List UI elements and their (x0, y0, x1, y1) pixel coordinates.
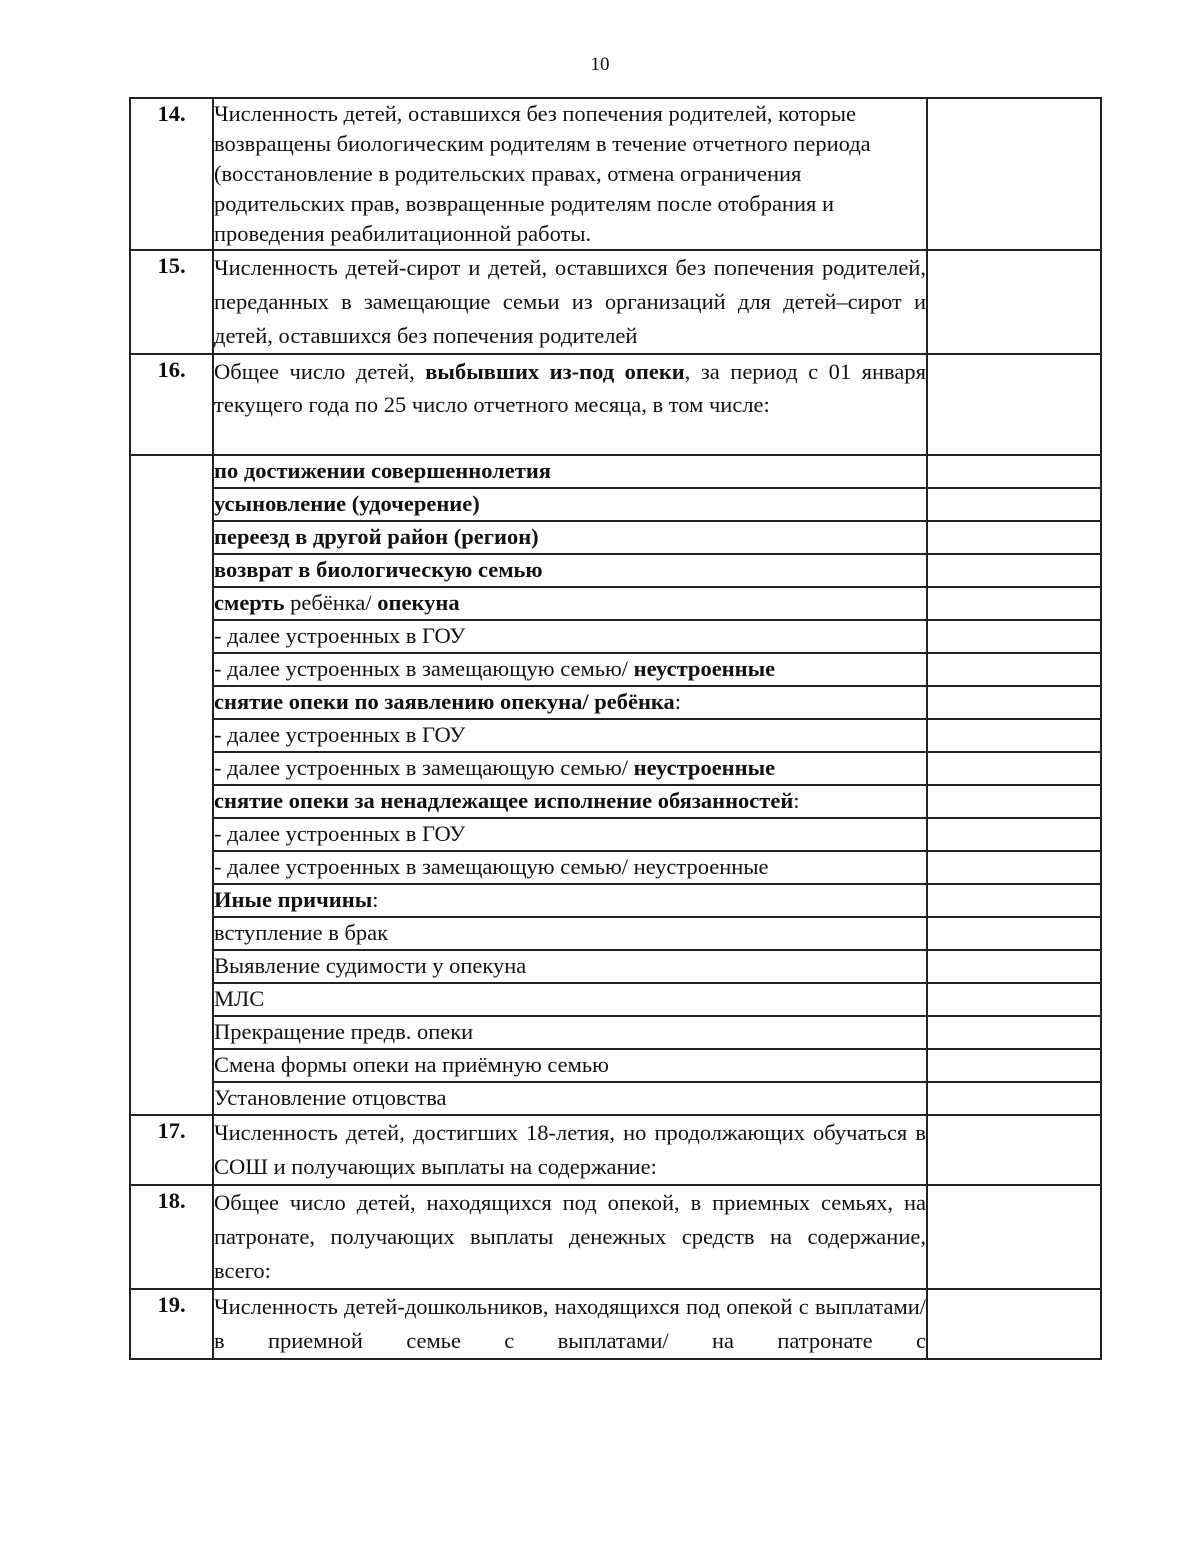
sub-row (130, 455, 1101, 488)
row-number: 19. (130, 1289, 213, 1359)
sub-row-label: - далее устроенных в ГОУ (213, 620, 927, 653)
value-cell[interactable] (927, 554, 1101, 587)
sub-row (130, 554, 1101, 587)
value-cell[interactable] (927, 917, 1101, 950)
table-row-16 (130, 354, 1101, 455)
sub-row (130, 983, 1101, 1016)
table-row-17 (130, 1115, 1101, 1185)
value-cell[interactable] (927, 752, 1101, 785)
sub-row-label: Иные причины: (213, 884, 927, 917)
row-number: 14. (130, 98, 213, 250)
value-cell[interactable] (927, 653, 1101, 686)
sub-row-label: смерть ребёнка/ опекуна (213, 587, 927, 620)
sub-row-label: переезд в другой район (регион) (213, 521, 927, 554)
value-cell[interactable] (927, 818, 1101, 851)
value-cell[interactable] (927, 719, 1101, 752)
sub-row (130, 884, 1101, 917)
sub-row-label: снятие опеки по заявлению опекуна/ ребёнка: (213, 686, 927, 719)
value-cell[interactable] (927, 98, 1101, 250)
table-row-15 (130, 250, 1101, 354)
sub-row-label: - далее устроенных в замещающую семью/ неустроенные (213, 653, 927, 686)
value-cell[interactable] (927, 983, 1101, 1016)
sub-row-label: МЛС (213, 983, 927, 1016)
sub-row-label: возврат в биологическую семью (213, 554, 927, 587)
value-cell[interactable] (927, 785, 1101, 818)
sub-row (130, 818, 1101, 851)
sub-row-label: - далее устроенных в замещающую семью/ неустроенные (213, 851, 927, 884)
sub-row-label: Выявление судимости у опекуна (213, 950, 927, 983)
report-table (129, 97, 1102, 1360)
row-number: 16. (130, 354, 213, 455)
value-cell[interactable] (927, 686, 1101, 719)
value-cell[interactable] (927, 354, 1101, 455)
sub-row-label: Прекращение предв. опеки (213, 1016, 927, 1049)
sub-row (130, 719, 1101, 752)
value-cell[interactable] (927, 587, 1101, 620)
sub-row-label: снятие опеки за ненадлежащее исполнение обязанностей: (213, 785, 927, 818)
sub-row (130, 587, 1101, 620)
sub-row (130, 488, 1101, 521)
sub-row (130, 521, 1101, 554)
value-cell[interactable] (927, 1049, 1101, 1082)
value-cell[interactable] (927, 884, 1101, 917)
sub-row (130, 752, 1101, 785)
value-cell[interactable] (927, 521, 1101, 554)
sub-row (130, 1082, 1101, 1115)
row-description-post: , за период с 01 января текущего года по 25 число отчетного месяца, в том числе: (214, 359, 926, 417)
row-description: Численность детей, достигших 18-летия, но продолжающих обучаться в СОШ и получающих выплаты на содержание: (213, 1115, 927, 1185)
row-description-bold: выбывших из-под опеки (425, 359, 685, 384)
row-description: Общее число детей, находящихся под опекой, в приемных семьях, на патронате, получающих выплаты денежных средств на содержание, всего: (213, 1185, 927, 1289)
sub-row (130, 686, 1101, 719)
sub-row-label: усыновление (удочерение) (213, 488, 927, 521)
row-description (213, 354, 927, 455)
sub-row (130, 1016, 1101, 1049)
value-cell[interactable] (927, 851, 1101, 884)
sub-row (130, 917, 1101, 950)
sub-row (130, 851, 1101, 884)
row-description: Численность детей-дошкольников, находящихся под опекой с выплатами/ в приемной семье с выплатами/ на патронате с (213, 1289, 927, 1359)
row-description: Численность детей, оставшихся без попечения родителей, которые возвращены биологическим родителям в течение отчетного периода (восстановление в родительских правах, отмена ограничения родительских прав, возвращенные родителям после отобрания и проведения реабилитационной работы. (213, 98, 927, 250)
value-cell[interactable] (927, 1016, 1101, 1049)
row-description-pre: Общее число детей, (214, 359, 426, 384)
row-number: 18. (130, 1185, 213, 1289)
table-row-18 (130, 1185, 1101, 1289)
row-description: Численность детей-сирот и детей, оставшихся без попечения родителей, переданных в замещающие семьи из организаций для детей–сирот и детей, оставшихся без попечения родителей (213, 250, 927, 354)
table-row-19 (130, 1289, 1101, 1359)
sub-row (130, 1049, 1101, 1082)
table-row-14 (130, 98, 1101, 250)
value-cell[interactable] (927, 250, 1101, 354)
sub-row-label: по достижении совершеннолетия (213, 455, 927, 488)
sub-row-label: Смена формы опеки на приёмную семью (213, 1049, 927, 1082)
row-number: 15. (130, 250, 213, 354)
row-number: 17. (130, 1115, 213, 1185)
value-cell[interactable] (927, 620, 1101, 653)
value-cell[interactable] (927, 488, 1101, 521)
sub-row (130, 620, 1101, 653)
value-cell[interactable] (927, 950, 1101, 983)
value-cell[interactable] (927, 455, 1101, 488)
sub-row-label: - далее устроенных в замещающую семью/ неустроенные (213, 752, 927, 785)
sub-row (130, 785, 1101, 818)
sub-row-label: вступление в брак (213, 917, 927, 950)
sub-row-label: Установление отцовства (213, 1082, 927, 1115)
sub-row-label: - далее устроенных в ГОУ (213, 719, 927, 752)
value-cell[interactable] (927, 1185, 1101, 1289)
value-cell[interactable] (927, 1115, 1101, 1185)
value-cell[interactable] (927, 1289, 1101, 1359)
page-number: 10 (590, 54, 610, 75)
value-cell[interactable] (927, 1082, 1101, 1115)
sub-row-label: - далее устроенных в ГОУ (213, 818, 927, 851)
sub-row (130, 653, 1101, 686)
sub-row (130, 950, 1101, 983)
sub-rows-number-cell (130, 455, 213, 1115)
